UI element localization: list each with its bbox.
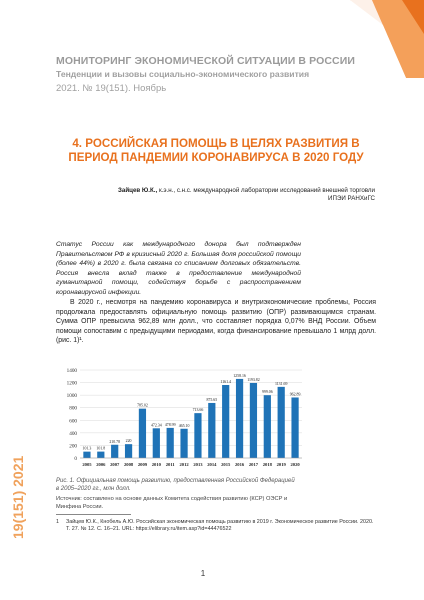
bar <box>264 395 271 458</box>
x-tick-label: 2010 <box>151 462 161 467</box>
figure-caption: Рис. 1. Официальная помощь развитию, предоставленная Российской Федерацией в 2005–2020 гг., млн долл. <box>56 478 295 492</box>
bar <box>250 383 257 458</box>
footnote <box>56 519 376 533</box>
y-tick-label: 0 <box>74 456 77 462</box>
figure-source: Источник: составлено на основе данных Комитета содействия развитию (КСР) ОЭСР и Минфина России. <box>56 496 288 510</box>
bar-value-label: 472.34 <box>150 423 162 428</box>
journal-header <box>56 55 386 95</box>
bar-value-label: 465.10 <box>178 423 190 428</box>
bar <box>236 379 243 458</box>
x-tick-label: 2017 <box>248 462 259 467</box>
bar-value-label: 713.66 <box>192 408 204 413</box>
x-tick-label: 2018 <box>262 462 272 467</box>
y-tick-label: 1400 <box>66 368 77 374</box>
bar-value-label: 101.3 <box>82 446 92 451</box>
bar <box>97 452 104 458</box>
bar <box>139 409 146 458</box>
bar <box>278 387 285 458</box>
bar-value-label: 999.06 <box>261 390 273 395</box>
chart-x-axis <box>80 458 302 467</box>
bar-value-label: 785.02 <box>137 403 148 408</box>
x-tick-label: 2007 <box>110 462 120 467</box>
author-details: к.э.н., с.н.с. международной лаборатории исследований внешней торговли <box>158 187 375 194</box>
y-tick-label: 1200 <box>66 380 77 387</box>
bar <box>125 444 132 458</box>
bar-value-label: 1193.82 <box>247 377 260 382</box>
x-tick-label: 2013 <box>193 462 203 467</box>
author-org: ИПЭИ РАНХиГС <box>328 195 375 202</box>
bar-value-label: 875.65 <box>206 397 218 402</box>
y-tick-label: 600 <box>69 418 77 425</box>
x-tick-label: 2005 <box>82 462 92 467</box>
x-tick-label: 2015 <box>221 462 231 467</box>
y-tick-label: 200 <box>69 443 77 450</box>
y-tick-label: 400 <box>69 430 77 437</box>
bar <box>222 385 229 458</box>
body-paragraph: В 2020 г., несмотря на пандемию коронавируса и внутриэкономические проблемы, Россия продолжала предоставлять официальную помощь развитию (ОПР) развивающимся странам. Сумма ОПР превысила 962,89 млн долл., что составляет порядка 0,07% ВНД России. Объем помощи сопоставим с предыдущими периодами, когда финансирование превышало 1 млрд долл. (рис. 1)¹. <box>56 299 376 344</box>
footnote-text: Зайцев Ю.К., Кнобель А.Ю. Российская экономическая помощь развитию в 2019 г. Экономическое развитие России. 2020. Т. 27. № 12. С. 16–21. URL: https://elibrary.ru/item.asp?id=44476522 <box>66 519 374 532</box>
bar-value-label: 220 <box>125 439 132 444</box>
bar-value-label: 962.89 <box>289 392 301 397</box>
bar <box>83 452 90 458</box>
author-block <box>110 187 375 203</box>
abstract: Статус России как международного донора был подтвержден Правительством РФ в кризисный 2020 г. Большая доля российской помощи (более 44%) в 2020 г. была связана со списанием долговых обязательств. Россия внесла вклад также в предоставление международной гуманитарной помощи, содействуя борьбе с распространением коронавирусной инфекции. <box>56 241 301 296</box>
x-tick-label: 2006 <box>96 462 106 467</box>
bar-value-label: 210.78 <box>109 439 121 444</box>
bar <box>180 429 187 458</box>
y-tick-label: 800 <box>69 405 77 412</box>
journal-issue: 2021. № 19(151). Ноябрь <box>56 83 167 94</box>
journal-title: МОНИТОРИНГ ЭКОНОМИЧЕСКОЙ СИТУАЦИИ В РОССИИ <box>56 55 355 67</box>
bar-value-label: 1258.16 <box>233 373 246 378</box>
bar <box>111 445 118 458</box>
oda-bar-chart <box>56 364 306 472</box>
x-tick-label: 2020 <box>290 462 300 467</box>
bar-value-label: 1131.69 <box>274 381 288 386</box>
y-tick-label: 1000 <box>66 393 77 400</box>
bar-value-label: 1161.4 <box>220 379 231 384</box>
author-name: Зайцев Ю.К., <box>118 187 158 194</box>
bar <box>194 413 201 458</box>
x-tick-label: 2019 <box>276 462 286 467</box>
x-tick-label: 2012 <box>179 462 189 467</box>
footnote-divider <box>56 514 131 515</box>
bar <box>153 428 160 458</box>
x-tick-label: 2009 <box>137 462 148 467</box>
journal-subtitle: Тенденции и вызовы социально-экономического развития <box>56 69 310 79</box>
side-issue-label: 19(151) 2021 <box>10 455 26 539</box>
footnote-number: 1 <box>56 519 59 525</box>
x-tick-label: 2011 <box>165 462 175 467</box>
bar <box>167 428 174 458</box>
x-tick-label: 2016 <box>234 462 245 467</box>
x-tick-label: 2008 <box>123 462 134 467</box>
bar-value-label: 101.8 <box>96 446 106 451</box>
chart-y-axis <box>67 368 78 462</box>
page-number: 1 <box>200 569 206 578</box>
bar <box>208 403 215 458</box>
section-title: 4. РОССИЙСКАЯ ПОМОЩЬ В ЦЕЛЯХ РАЗВИТИЯ В ПЕРИОД ПАНДЕМИИ КОРОНАВИРУСА В 2020 ГОДУ <box>68 137 364 164</box>
bar-value-label: 478.99 <box>164 422 176 427</box>
x-tick-label: 2014 <box>207 462 217 467</box>
bar <box>291 397 298 458</box>
